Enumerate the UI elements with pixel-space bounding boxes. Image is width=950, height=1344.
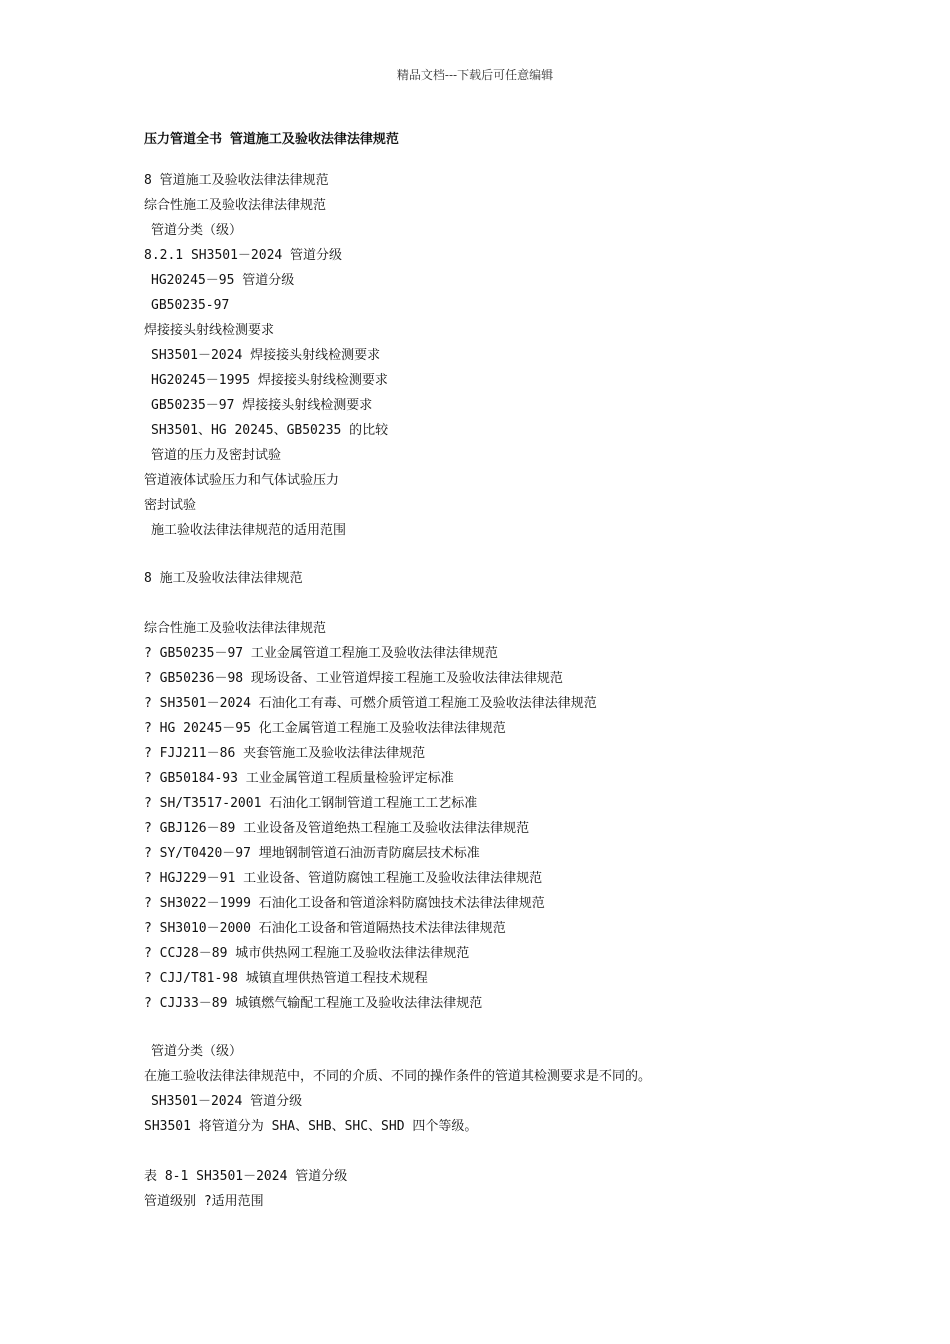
classification-line: 管道分类（级）	[151, 1044, 243, 1059]
toc-line: 管道液体试验压力和气体试验压力	[144, 473, 340, 488]
standard-item: ? GB50236－98 现场设备、工业管道焊接工程施工及验收法律法律规范	[144, 671, 563, 686]
standard-item: ? GBJ126－89 工业设备及管道绝热工程施工及验收法律法律规范	[144, 821, 530, 836]
toc-line: 综合性施工及验收法律法律规范	[144, 198, 327, 213]
classification-section	[144, 1039, 864, 1139]
toc-line: HG20245－1995 焊接接头射线检测要求	[151, 373, 388, 388]
toc-line: 密封试验	[144, 498, 197, 513]
document-title: 压力管道全书 管道施工及验收法律法律规范	[144, 132, 399, 147]
classification-line: SH3501－2024 管道分级	[151, 1094, 303, 1109]
toc-line: 管道分类（级）	[151, 223, 243, 238]
toc-line: 施工验收法律法律规范的适用范围	[151, 523, 347, 538]
classification-line: 在施工验收法律法律规范中，不同的介质、不同的操作条件的管道其检测要求是不同的。	[144, 1069, 652, 1084]
standard-item: ? SH3010－2000 石油化工设备和管道隔热技术法律法律规范	[144, 921, 506, 936]
toc-line: 管道的压力及密封试验	[151, 448, 282, 463]
toc-line: GB50235-97	[151, 298, 230, 313]
standard-item: ? GB50184-93 工业金属管道工程质量检验评定标准	[144, 771, 454, 786]
toc-line: 8.2.1 SH3501－2024 管道分级	[144, 248, 343, 263]
table-header-row: 管道级别 ?适用范围	[144, 1194, 264, 1209]
standard-item: ? SH/T3517-2001 石油化工钢制管道工程施工工艺标准	[144, 796, 478, 811]
standard-item: ? SH3022－1999 石油化工设备和管道涂料防腐蚀技术法律法律规范	[144, 896, 545, 911]
table-8-1	[144, 1164, 864, 1214]
standard-item: ? SH3501－2024 石油化工有毒、可燃介质管道工程施工及验收法律法律规范	[144, 696, 597, 711]
page-header: 精品文档---下载后可任意编辑	[396, 68, 554, 82]
classification-line: SH3501 将管道分为 SHA、SHB、SHC、SHD 四个等级。	[144, 1119, 478, 1134]
standard-item: ? FJJ211－86 夹套管施工及验收法律法律规范	[144, 746, 426, 761]
standard-item: ? CCJ28－89 城市供热网工程施工及验收法律法律规范	[144, 946, 470, 961]
section-8	[144, 566, 864, 591]
toc-line: 8 管道施工及验收法律法律规范	[144, 173, 329, 188]
standard-item: ? HG 20245－95 化工金属管道工程施工及验收法律法律规范	[144, 721, 506, 736]
toc-line: SH3501、HG 20245、GB50235 的比较	[151, 423, 389, 438]
table-caption: 表 8-1 SH3501－2024 管道分级	[144, 1169, 348, 1184]
standard-item: ? CJJ/T81-98 城镇直埋供热管道工程技术规程	[144, 971, 428, 986]
standard-item: ? SY/T0420－97 埋地钢制管道石油沥青防腐层技术标准	[144, 846, 480, 861]
table-of-contents	[144, 168, 864, 543]
standard-item: ? GB50235－97 工业金属管道工程施工及验收法律法律规范	[144, 646, 498, 661]
toc-line: SH3501－2024 焊接接头射线检测要求	[151, 348, 381, 363]
toc-line: HG20245－95 管道分级	[151, 273, 295, 288]
section-heading: 8 施工及验收法律法律规范	[144, 571, 303, 586]
subsection-heading: 综合性施工及验收法律法律规范	[144, 621, 327, 636]
standard-item: ? HGJ229－91 工业设备、管道防腐蚀工程施工及验收法律法律规范	[144, 871, 543, 886]
toc-line: 焊接接头射线检测要求	[144, 323, 275, 338]
standards-list	[144, 641, 864, 1016]
toc-line: GB50235－97 焊接接头射线检测要求	[151, 398, 373, 413]
standard-item: ? CJJ33－89 城镇燃气输配工程施工及验收法律法律规范	[144, 996, 483, 1011]
general-standards-heading-block	[144, 616, 864, 641]
